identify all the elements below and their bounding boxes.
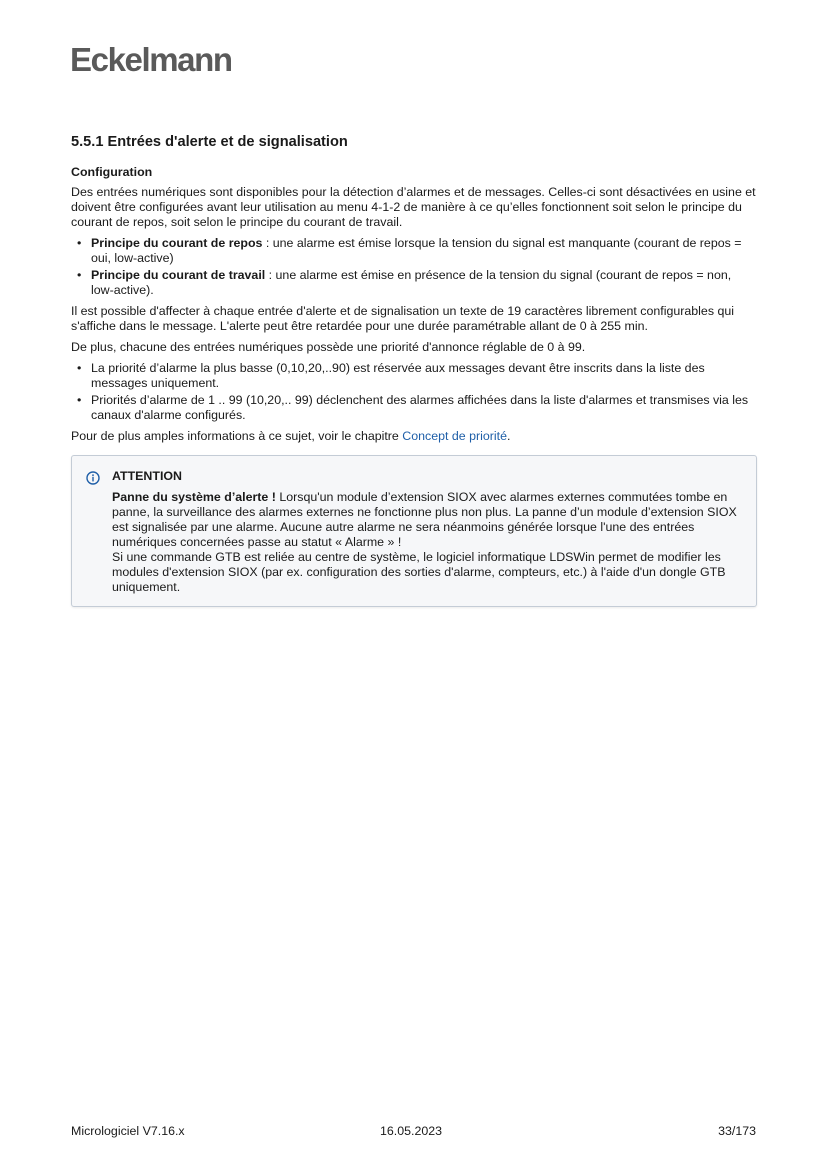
- main-content: [71, 133, 757, 607]
- alert-text-paragraph: Il est possible d'affecter à chaque entrée d'alerte et de signalisation un texte de 19 caractères librement configurables qui s'affiche dans le message. L'alerte peut être retardée pour une durée paramétrable allant de 0 à 255 min.: [71, 304, 734, 333]
- note-text: Lorsqu'un module d’extension SIOX avec alarmes externes commutées tombe en panne, la surveillance des alarmes externes ne fonctionne plus non plus. La panne d’un module d’extension SIOX est signalisée par une alarme. Aucune autre alarme ne sera néanmoins générée lorsque l'une des entrées numériques concernées passe au statut « Alarme » !: [112, 490, 737, 549]
- more-info-paragraph: [71, 429, 757, 444]
- list-item: • La priorité d’alarme la plus basse (0,10,20,..90) est réservée aux messages devant être inscrits dans la liste des messages uniquement.: [71, 361, 757, 391]
- page-footer: [71, 1123, 757, 1139]
- principle-text: : une alarme est émise lorsque la tension du signal est manquante (courant de repos = oui, low-active): [91, 236, 742, 265]
- list-item: [71, 268, 757, 298]
- priority-concept-link[interactable]: Concept de priorité: [402, 429, 507, 443]
- note-title: ATTENTION: [112, 469, 182, 483]
- more-info-suffix: .: [506, 429, 511, 443]
- section-title: 5.5.1 Entrées d'alerte et de signalisation: [71, 134, 348, 150]
- list-item: • Priorités d’alarme de 1 .. 99 (10,20,.. 99) déclenchent des alarmes affichées dans la liste d'alarmes et transmises via les canaux d'alarme configurés.: [71, 393, 757, 423]
- more-info-prefix: Pour de plus amples informations à ce sujet, voir le chapitre: [71, 429, 403, 443]
- note-bold-lead: Panne du système d’alerte !: [112, 490, 276, 504]
- priority-list: [71, 361, 757, 423]
- document-date: 16.05.2023: [380, 1124, 443, 1138]
- note-body: [112, 490, 740, 595]
- page-number: 33/173: [718, 1124, 756, 1138]
- firmware-version: Micrologiciel V7.16.x: [71, 1124, 185, 1138]
- principle-term: Principe du courant de repos: [91, 236, 263, 250]
- list-item: [71, 236, 757, 266]
- company-logo: Eckelmann: [70, 41, 232, 78]
- note-paragraph: Si une commande GTB est reliée au centre de système, le logiciel informatique LDSWin permet de modifier les modules d'extension SIOX (par ex. configuration des sorties d'alarme, compteurs, etc.) à l'aide d'un dongle GTB uniquement.: [112, 550, 726, 594]
- principles-list: [71, 236, 757, 298]
- intro-paragraph: Des entrées numériques sont disponibles pour la détection d’alarmes et de messages. Celles-ci sont désactivées en usine et doivent être configurées avant leur utilisation au menu 4-1-2 de manière à ce qu’elles fonctionnent soit selon le principe du courant de repos, soit selon le principe du courant de travail.: [71, 185, 756, 229]
- configuration-subheading: Configuration: [71, 165, 153, 179]
- info-circle-icon: [86, 471, 100, 485]
- principle-text: : une alarme est émise en présence de la tension du signal (courant de repos = non, low-active).: [91, 268, 732, 297]
- priority-paragraph: De plus, chacune des entrées numériques possède une priorité d'annonce réglable de 0 à 99.: [71, 340, 586, 354]
- note-paragraph: [112, 490, 740, 550]
- principle-term: Principe du courant de travail: [91, 268, 266, 282]
- attention-note: [71, 455, 757, 607]
